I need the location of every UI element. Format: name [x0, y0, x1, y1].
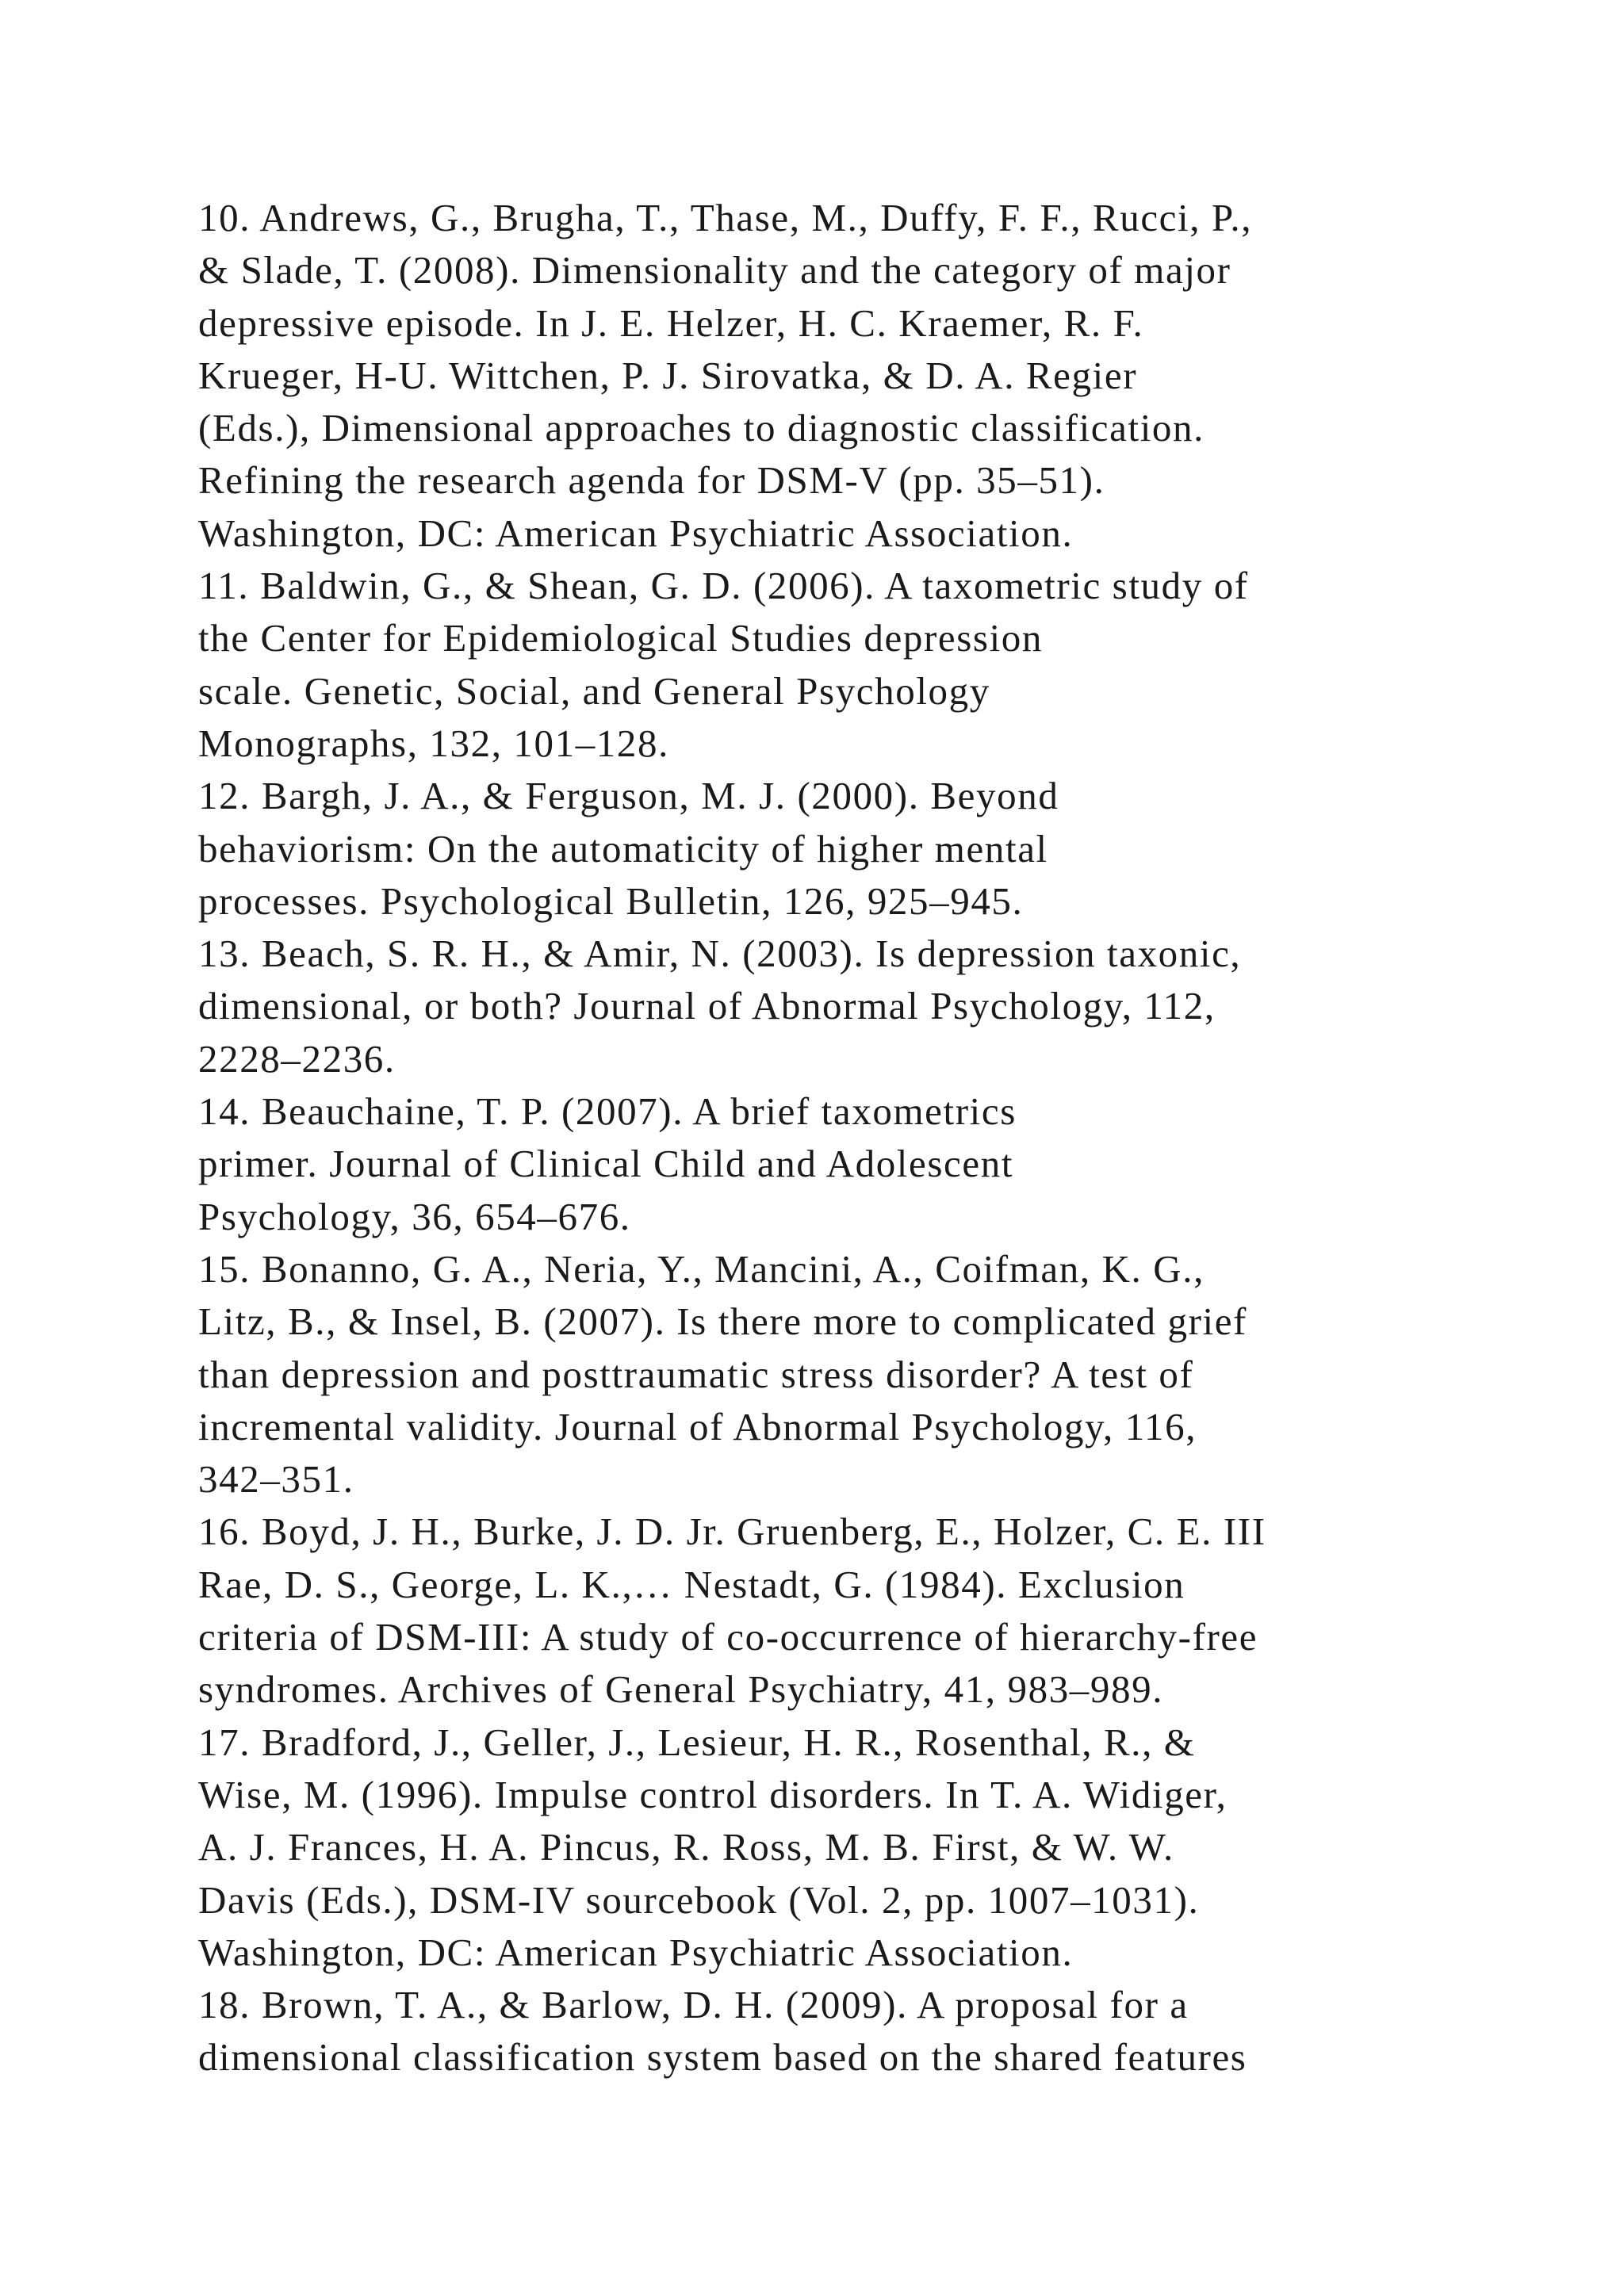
- reference-18-line-2: dimensional classification system based on the shared features: [198, 2035, 1247, 2080]
- reference-list: [198, 192, 1562, 2084]
- reference-12-line-1: 12. Bargh, J. A., & Ferguson, M. J. (2000). Beyond: [198, 774, 1059, 818]
- reference-17-line-2: Wise, M. (1996). Impulse control disorders. In T. A. Widiger,: [198, 1772, 1228, 1816]
- reference-14-line-3: Psychology, 36, 654–676.: [198, 1194, 631, 1238]
- reference-10-line-2: & Slade, T. (2008). Dimensionality and the category of major: [198, 248, 1231, 293]
- reference-12-line-2: behaviorism: On the automaticity of higher mental: [198, 826, 1048, 871]
- reference-12-line-3: processes. Psychological Bulletin, 126, 925–945.: [198, 878, 1024, 923]
- reference-17-line-4: Davis (Eds.), DSM-IV sourcebook (Vol. 2, pp. 1007–1031).: [198, 1877, 1200, 1922]
- reference-11-line-3: scale. Genetic, Social, and General Psychology: [198, 668, 990, 713]
- reference-16-line-3: criteria of DSM-III: A study of co-occurrence of hierarchy-free: [198, 1615, 1258, 1659]
- reference-11-line-4: Monographs, 132, 101–128.: [198, 721, 669, 765]
- reference-15-line-3: than depression and posttraumatic stress disorder? A test of: [198, 1352, 1194, 1396]
- reference-18-line-1: 18. Brown, T. A., & Barlow, D. H. (2009). A proposal for a: [198, 1983, 1189, 2027]
- reference-13-line-2: dimensional, or both? Journal of Abnormal Psychology, 112,: [198, 984, 1216, 1028]
- reference-11-line-1: 11. Baldwin, G., & Shean, G. D. (2006). A taxometric study of: [198, 564, 1249, 608]
- reference-17-line-3: A. J. Frances, H. A. Pincus, R. Ross, M. B. First, & W. W.: [198, 1825, 1174, 1869]
- reference-13-line-3: 2228–2236.: [198, 1036, 396, 1081]
- reference-13-line-1: 13. Beach, S. R. H., & Amir, N. (2003). Is depression taxonic,: [198, 932, 1242, 976]
- reference-14-line-2: primer. Journal of Clinical Child and Adolescent: [198, 1142, 1014, 1186]
- reference-10-line-3: depressive episode. In J. E. Helzer, H. C. Kraemer, R. F.: [198, 300, 1144, 345]
- reference-10-line-7: Washington, DC: American Psychiatric Association.: [198, 511, 1074, 555]
- reference-16-line-2: Rae, D. S., George, L. K.,… Nestadt, G. (1984). Exclusion: [198, 1562, 1185, 1606]
- reference-17-line-5: Washington, DC: American Psychiatric Association.: [198, 1930, 1074, 1974]
- reference-10-line-4: Krueger, H-U. Wittchen, P. J. Sirovatka, & D. A. Regier: [198, 353, 1138, 397]
- reference-10-line-5: (Eds.), Dimensional approaches to diagnostic classification.: [198, 406, 1205, 450]
- reference-17-line-1: 17. Bradford, J., Geller, J., Lesieur, H. R., Rosenthal, R., &: [198, 1720, 1196, 1764]
- reference-14-line-1: 14. Beauchaine, T. P. (2007). A brief taxometrics: [198, 1089, 1017, 1134]
- reference-15-line-5: 342–351.: [198, 1457, 354, 1502]
- reference-15-line-1: 15. Bonanno, G. A., Neria, Y., Mancini, A., Coifman, K. G.,: [198, 1246, 1205, 1291]
- reference-16-line-4: syndromes. Archives of General Psychiatry, 41, 983–989.: [198, 1667, 1164, 1712]
- reference-10-line-1: 10. Andrews, G., Brugha, T., Thase, M., Duffy, F. F., Rucci, P.,: [198, 196, 1253, 239]
- reference-11-line-2: the Center for Epidemiological Studies depression: [198, 616, 1043, 660]
- reference-16-line-1: 16. Boyd, J. H., Burke, J. D. Jr. Gruenberg, E., Holzer, C. E. III: [198, 1510, 1266, 1554]
- reference-10-line-6: Refining the research agenda for DSM-V (pp. 35–51).: [198, 458, 1105, 503]
- reference-15-line-2: Litz, B., & Insel, B. (2007). Is there more to complicated grief: [198, 1299, 1247, 1344]
- reference-15-line-4: incremental validity. Journal of Abnormal Psychology, 116,: [198, 1404, 1197, 1448]
